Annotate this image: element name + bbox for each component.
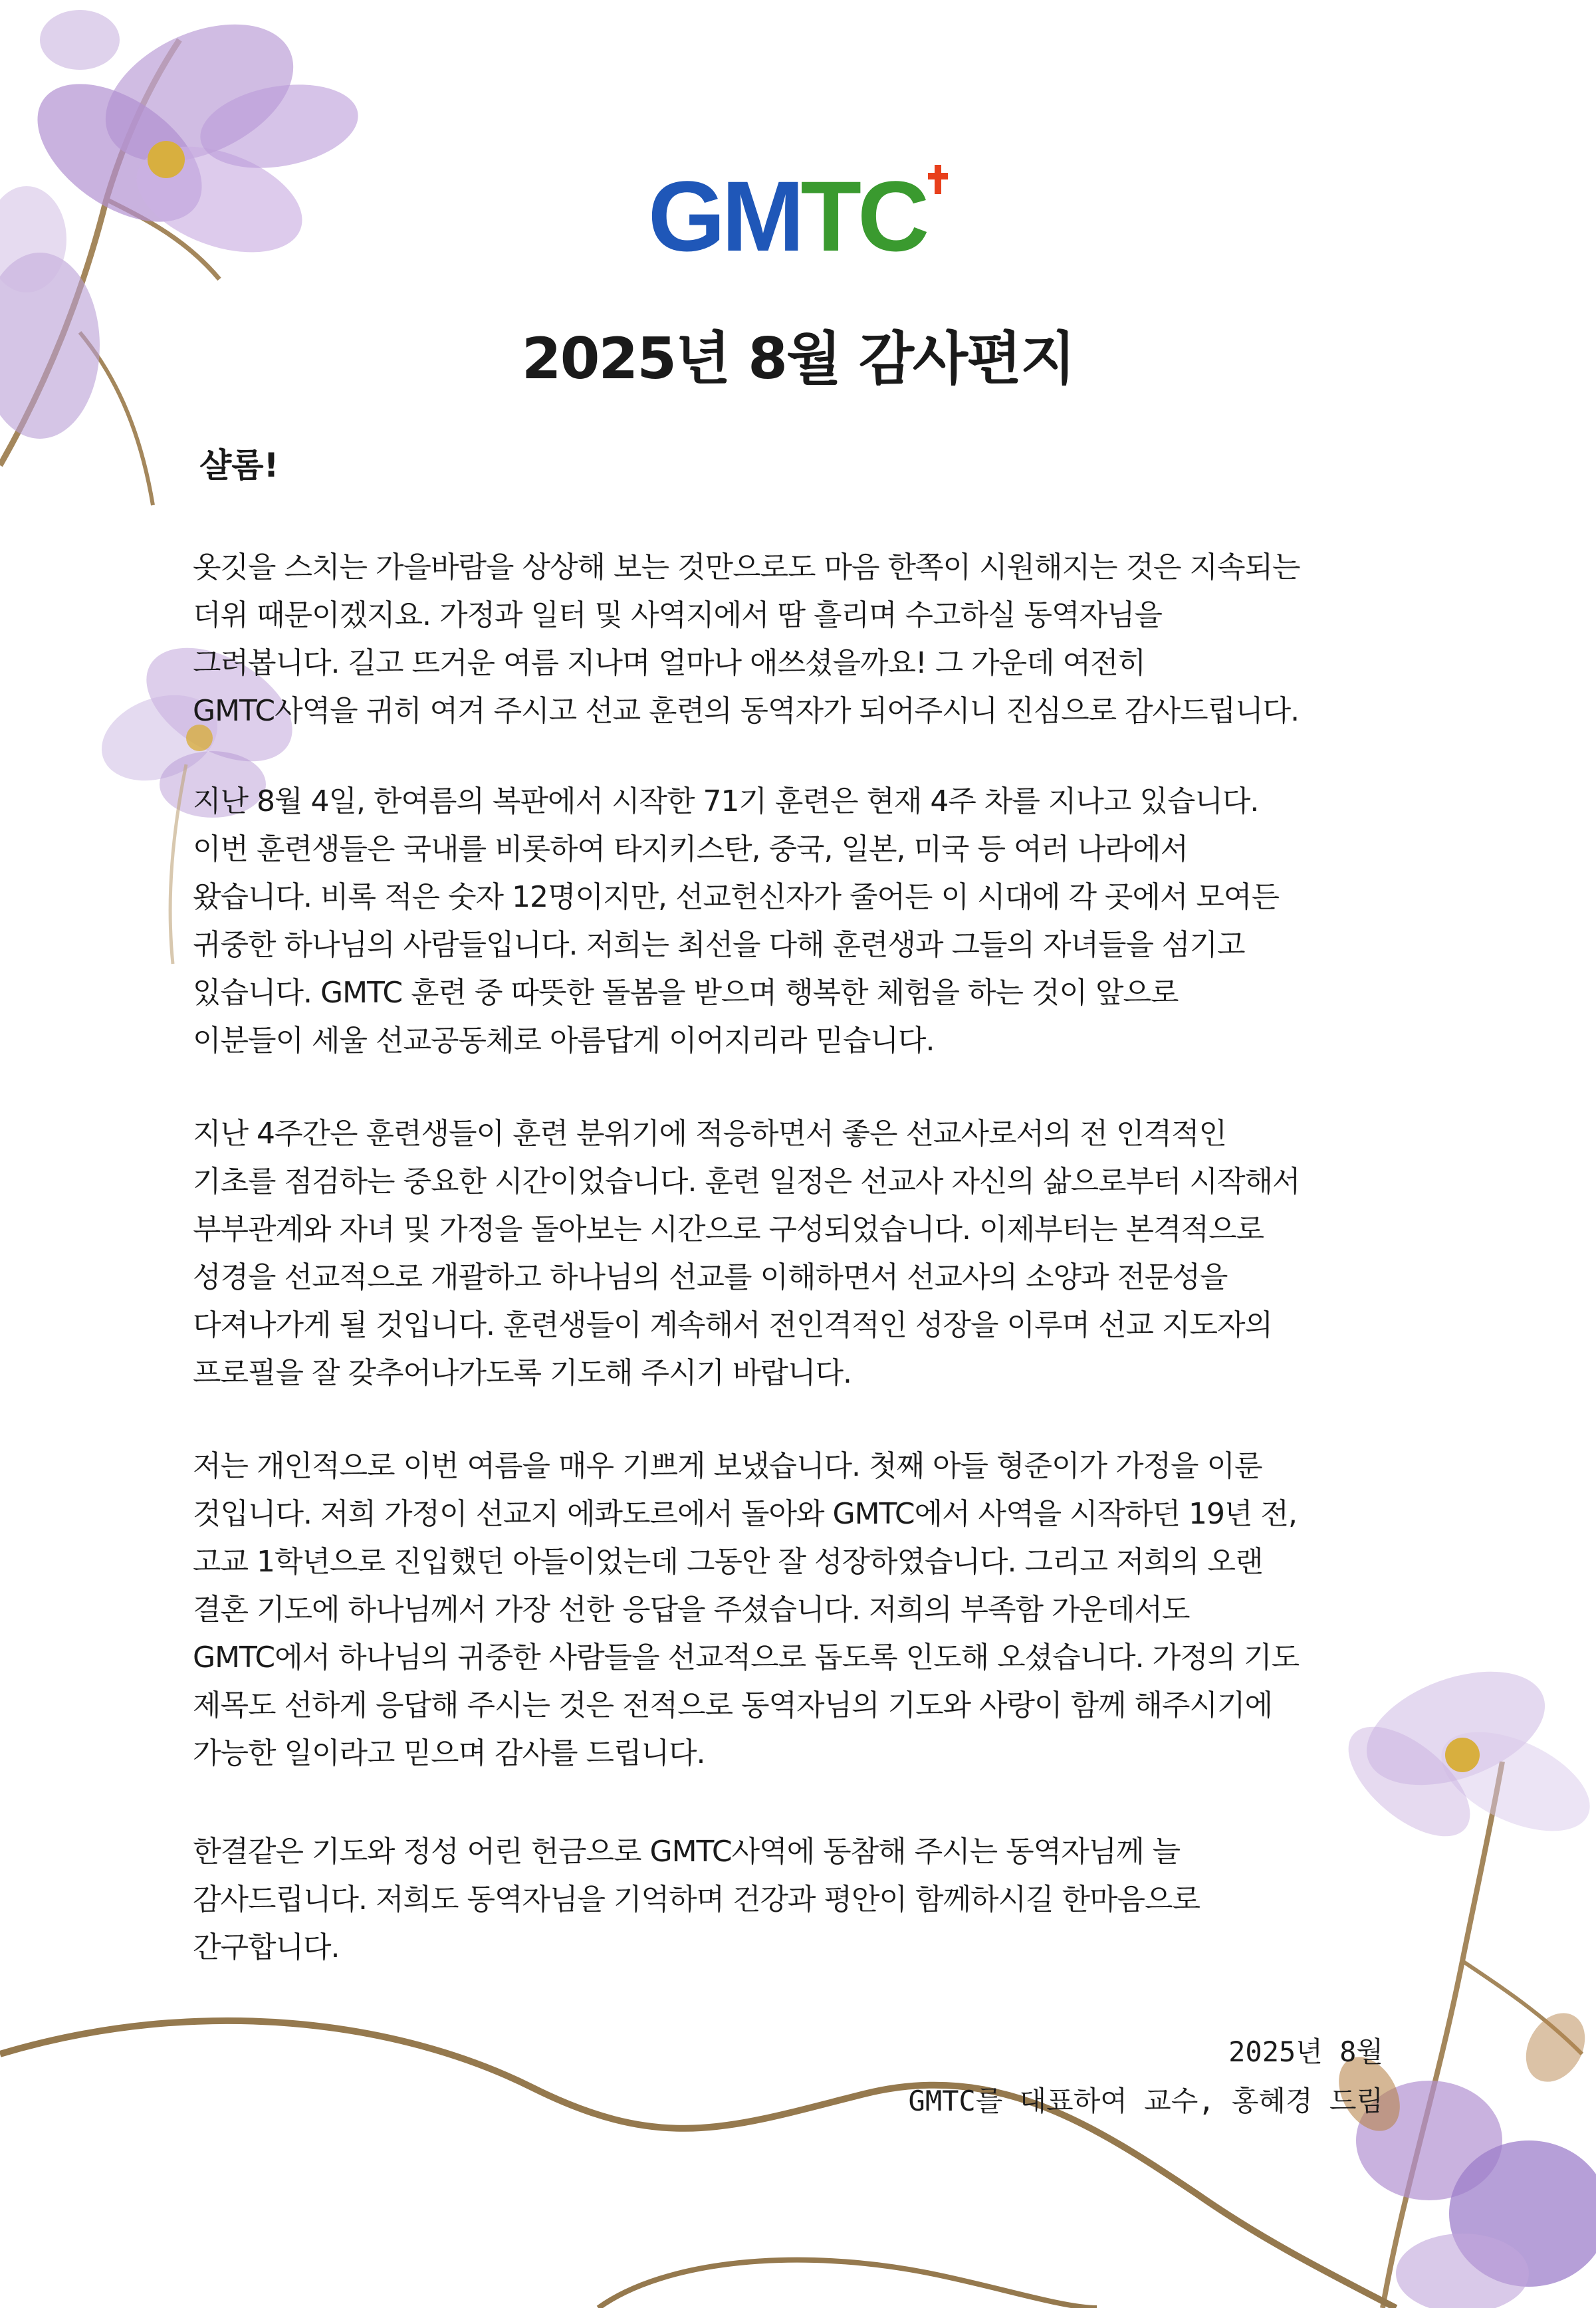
- paragraph-line: 가능한 일이라고 믿으며 감사를 드립니다.: [193, 1736, 705, 1770]
- paragraph-line: 제목도 선하게 응답해 주시는 것은 전적으로 동역자님의 기도와 사랑이 함께 해주시기에: [193, 1688, 1273, 1722]
- paragraph-1: [193, 544, 1409, 735]
- paragraph-5: [193, 1828, 1409, 1972]
- paragraph-4: [193, 1442, 1409, 1778]
- paragraph-line: 기초를 점검하는 중요한 시간이었습니다. 훈련 일정은 선교사 자신의 삶으로부터 시작해서: [193, 1165, 1300, 1199]
- paragraph-line: GMTC사역을 귀히 여겨 주시고 선교 훈련의 동역자가 되어주시니 진심으로 감사드립니다.: [193, 694, 1300, 728]
- logo-text-green: TC: [800, 160, 926, 272]
- paragraph-line: 한결같은 기도와 정성 어린 헌금으로 GMTC사역에 동참해 주시는 동역자님께 늘: [193, 1835, 1181, 1869]
- paragraph-line: 성경을 선교적으로 개괄하고 하나님의 선교를 이해하면서 선교사의 소양과 전문성을: [193, 1260, 1228, 1294]
- gmtc-logo: [0, 160, 1596, 272]
- paragraph-line: 저는 개인적으로 이번 여름을 매우 기쁘게 보냈습니다. 첫째 아들 형준이가 가정을 이룬: [193, 1449, 1262, 1483]
- paragraph-line: 그려봅니다. 길고 뜨거운 여름 지나며 얼마나 애쓰셨을까요! 그 가운데 여전히: [193, 646, 1146, 680]
- paragraph-line: 왔습니다. 비록 적은 숫자 12명이지만, 선교헌신자가 줄어든 이 시대에 각 곳에서 모여든: [193, 880, 1279, 914]
- closing-block: [909, 2027, 1383, 2126]
- paragraph-line: 지난 8월 4일, 한여름의 복판에서 시작한 71기 훈련은 현재 4주 차를 지나고 있습니다.: [193, 784, 1259, 818]
- paragraph-3: [193, 1110, 1409, 1397]
- logo-text-blue: GM: [647, 160, 801, 272]
- greeting: 샬롬!: [199, 446, 279, 485]
- closing-signature: GMTC를 대표하여 교수, 홍혜경 드림: [908, 2085, 1383, 2117]
- letter-title: 2025년 8월 감사편지: [521, 326, 1075, 392]
- paragraph-line: 부부관계와 자녀 및 가정을 돌아보는 시간으로 구성되었습니다. 이제부터는 본격적으로: [193, 1212, 1264, 1246]
- paragraph-line: 프로필을 잘 갖추어나가도록 기도해 주시기 바랍니다.: [193, 1356, 852, 1390]
- paragraph-line: 고교 1학년으로 진입했던 아들이었는데 그동안 잘 성장하였습니다. 그리고 저희의 오랜: [193, 1545, 1263, 1579]
- paragraph-line: 더위 때문이겠지요. 가정과 일터 및 사역지에서 땀 흘리며 수고하실 동역자님을: [193, 598, 1162, 632]
- paragraph-2: [193, 778, 1409, 1065]
- paragraph-line: 것입니다. 저희 가정이 선교지 에콰도르에서 돌아와 GMTC에서 사역을 시작하던 19년 전,: [193, 1497, 1298, 1531]
- paragraph-line: 귀중한 하나님의 사람들입니다. 저희는 최선을 다해 훈련생과 그들의 자녀들을 섬기고: [193, 928, 1245, 962]
- paragraph-line: 간구합니다.: [193, 1930, 340, 1964]
- paragraph-line: 지난 4주간은 훈련생들이 훈련 분위기에 적응하면서 좋은 선교사로서의 전 인격적인: [193, 1117, 1227, 1151]
- paragraph-line: GMTC에서 하나님의 귀중한 사람들을 선교적으로 돕도록 인도해 오셨습니다. 가정의 기도: [193, 1641, 1300, 1674]
- paragraph-line: 다져나가게 될 것입니다. 훈련생들이 계속해서 전인격적인 성장을 이루며 선교 지도자의: [193, 1308, 1273, 1342]
- logo-cross-icon: [928, 165, 948, 194]
- paragraph-line: 결혼 기도에 하나님께서 가장 선한 응답을 주셨습니다. 저희의 부족함 가운데서도: [193, 1593, 1190, 1627]
- closing-date: 2025년 8월: [1228, 2035, 1383, 2068]
- paragraph-line: 감사드립니다. 저희도 동역자님을 기억하며 건강과 평안이 함께하시길 한마음으로: [193, 1883, 1200, 1916]
- paragraph-line: 옷깃을 스치는 가을바람을 상상해 보는 것만으로도 마음 한쪽이 시원해지는 것은 지속되는: [193, 550, 1300, 584]
- paragraph-line: 이번 훈련생들은 국내를 비롯하여 타지키스탄, 중국, 일본, 미국 등 여러 나라에서: [193, 832, 1188, 866]
- paragraph-line: 이분들이 세울 선교공동체로 아름답게 이어지리라 믿습니다.: [193, 1024, 935, 1058]
- paragraph-line: 있습니다. GMTC 훈련 중 따뜻한 돌봄을 받으며 행복한 체험을 하는 것이 앞으로: [193, 976, 1179, 1010]
